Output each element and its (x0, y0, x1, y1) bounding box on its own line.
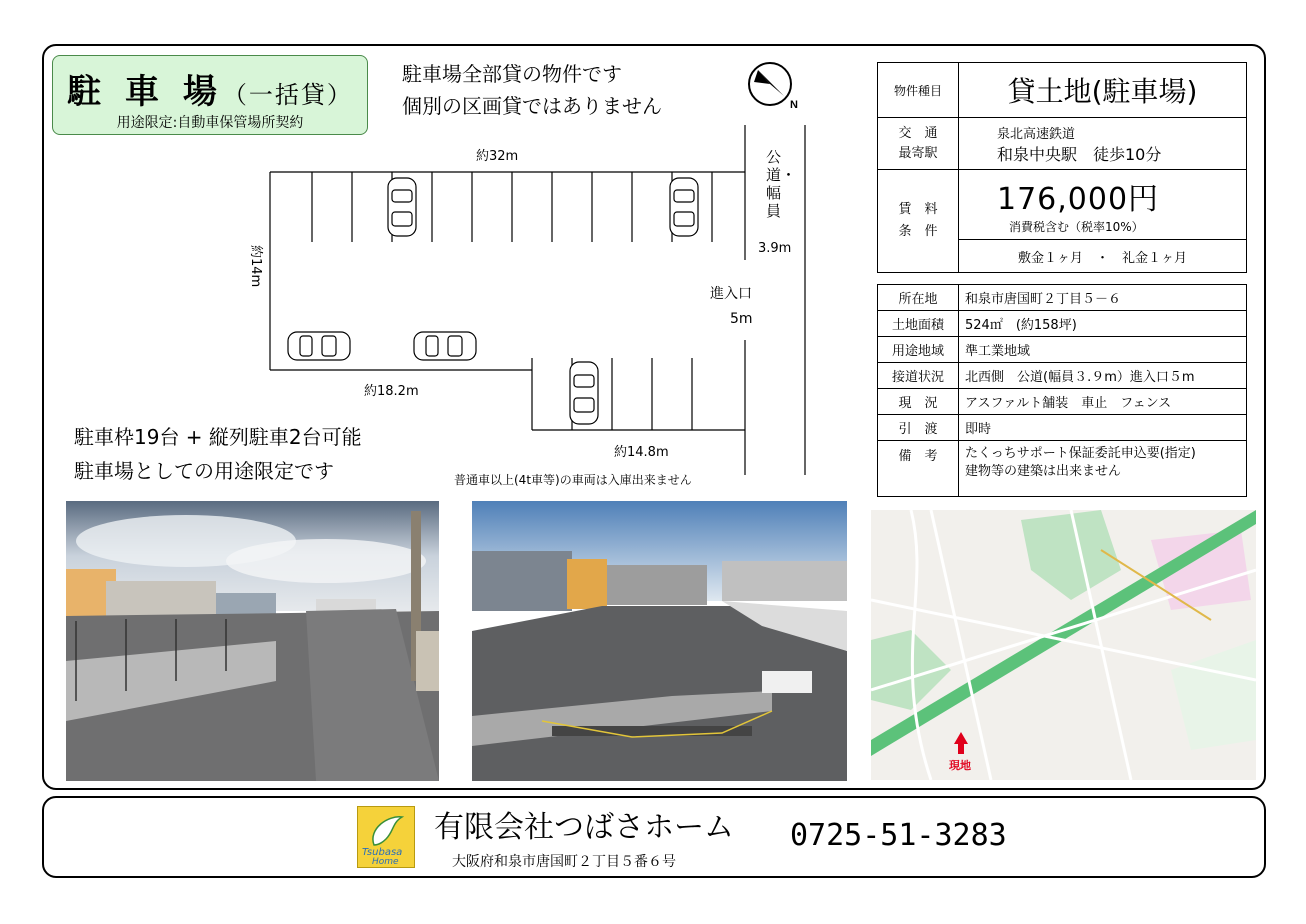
dim-left: 約14m (248, 245, 263, 288)
dim-top: 約32m (476, 149, 519, 164)
detail-label: 備 考 (878, 441, 959, 497)
type-label: 物件種目 (878, 63, 959, 118)
details-table (877, 284, 1247, 497)
entrance-label: 進入口 (710, 286, 752, 302)
location-map (871, 510, 1256, 780)
entrance-width: 5m (730, 311, 753, 327)
logo-text-2: Home (372, 857, 399, 867)
detail-value: 524㎡ (約158坪) (959, 311, 1247, 337)
size-note: 普通車以上(4t車等)の車両は入庫出来ません (454, 473, 692, 487)
detail-label: 所在地 (878, 285, 959, 311)
road-label: 公道・幅員 (766, 148, 797, 220)
detail-label: 引 渡 (878, 415, 959, 441)
rent-label: 賃 料 条 件 (878, 170, 959, 273)
road-width: 3.9m (758, 241, 792, 256)
detail-value: 即時 (959, 415, 1247, 441)
deposit-terms: 敷金１ヶ月 ・ 礼金１ヶ月 (959, 240, 1247, 273)
station-label: 交 通 最寄駅 (878, 118, 959, 170)
company-address: 大阪府和泉市唐国町２丁目５番６号 (452, 854, 676, 870)
detail-value: 北西側 公道(幅員３.９m）進入口５m (959, 363, 1247, 389)
detail-value: アスファルト舗装 車止 フェンス (959, 389, 1247, 415)
rail-line: 泉北高速鉄道 (997, 126, 1076, 142)
logo-text-1: Tsubasa (362, 847, 403, 858)
rent-amount: 176,000円 (997, 182, 1160, 217)
detail-value: たくっちサポート保証委託申込要(指定) 建物等の建築は出来ません (959, 441, 1247, 497)
station-name: 和泉中央駅 徒歩10分 (997, 144, 1162, 164)
type-value: 貸土地(駐車場) (959, 63, 1247, 118)
compass-label: N (790, 99, 798, 111)
dim-bottom-right: 約14.8m (614, 445, 669, 460)
detail-label: 接道状況 (878, 363, 959, 389)
page-title: 駐 車 場（一括貸） (67, 72, 353, 112)
site-photo-2 (472, 501, 847, 781)
detail-label: 現 況 (878, 389, 959, 415)
detail-value: 和泉市唐国町２丁目５－６ (959, 285, 1247, 311)
company-phone[interactable]: 0725-51-3283 (790, 818, 1007, 853)
company-name: 有限会社つばさホーム (434, 810, 734, 845)
detail-label: 用途地域 (878, 337, 959, 363)
company-logo (357, 806, 415, 868)
summary-table (877, 62, 1247, 273)
compass-icon (746, 60, 804, 112)
capacity-text: 駐車枠19台 + 縦列駐車2台可能 駐車場としての用途限定です (74, 425, 362, 483)
site-marker-label: 現地 (949, 759, 971, 772)
station-cell (959, 118, 1247, 170)
dim-bottom-left: 約18.2m (364, 384, 419, 399)
tax-note: 消費税含む（税率10%） (1009, 220, 1144, 234)
site-photo-1 (66, 501, 439, 781)
detail-label: 土地面積 (878, 311, 959, 337)
notice-text: 駐車場全部貸の物件です 個別の区画貸ではありません (402, 62, 662, 118)
rent-cell (959, 170, 1247, 240)
detail-value: 準工業地域 (959, 337, 1247, 363)
usage-restriction: 用途限定:自動車保管場所契約 (116, 115, 304, 131)
